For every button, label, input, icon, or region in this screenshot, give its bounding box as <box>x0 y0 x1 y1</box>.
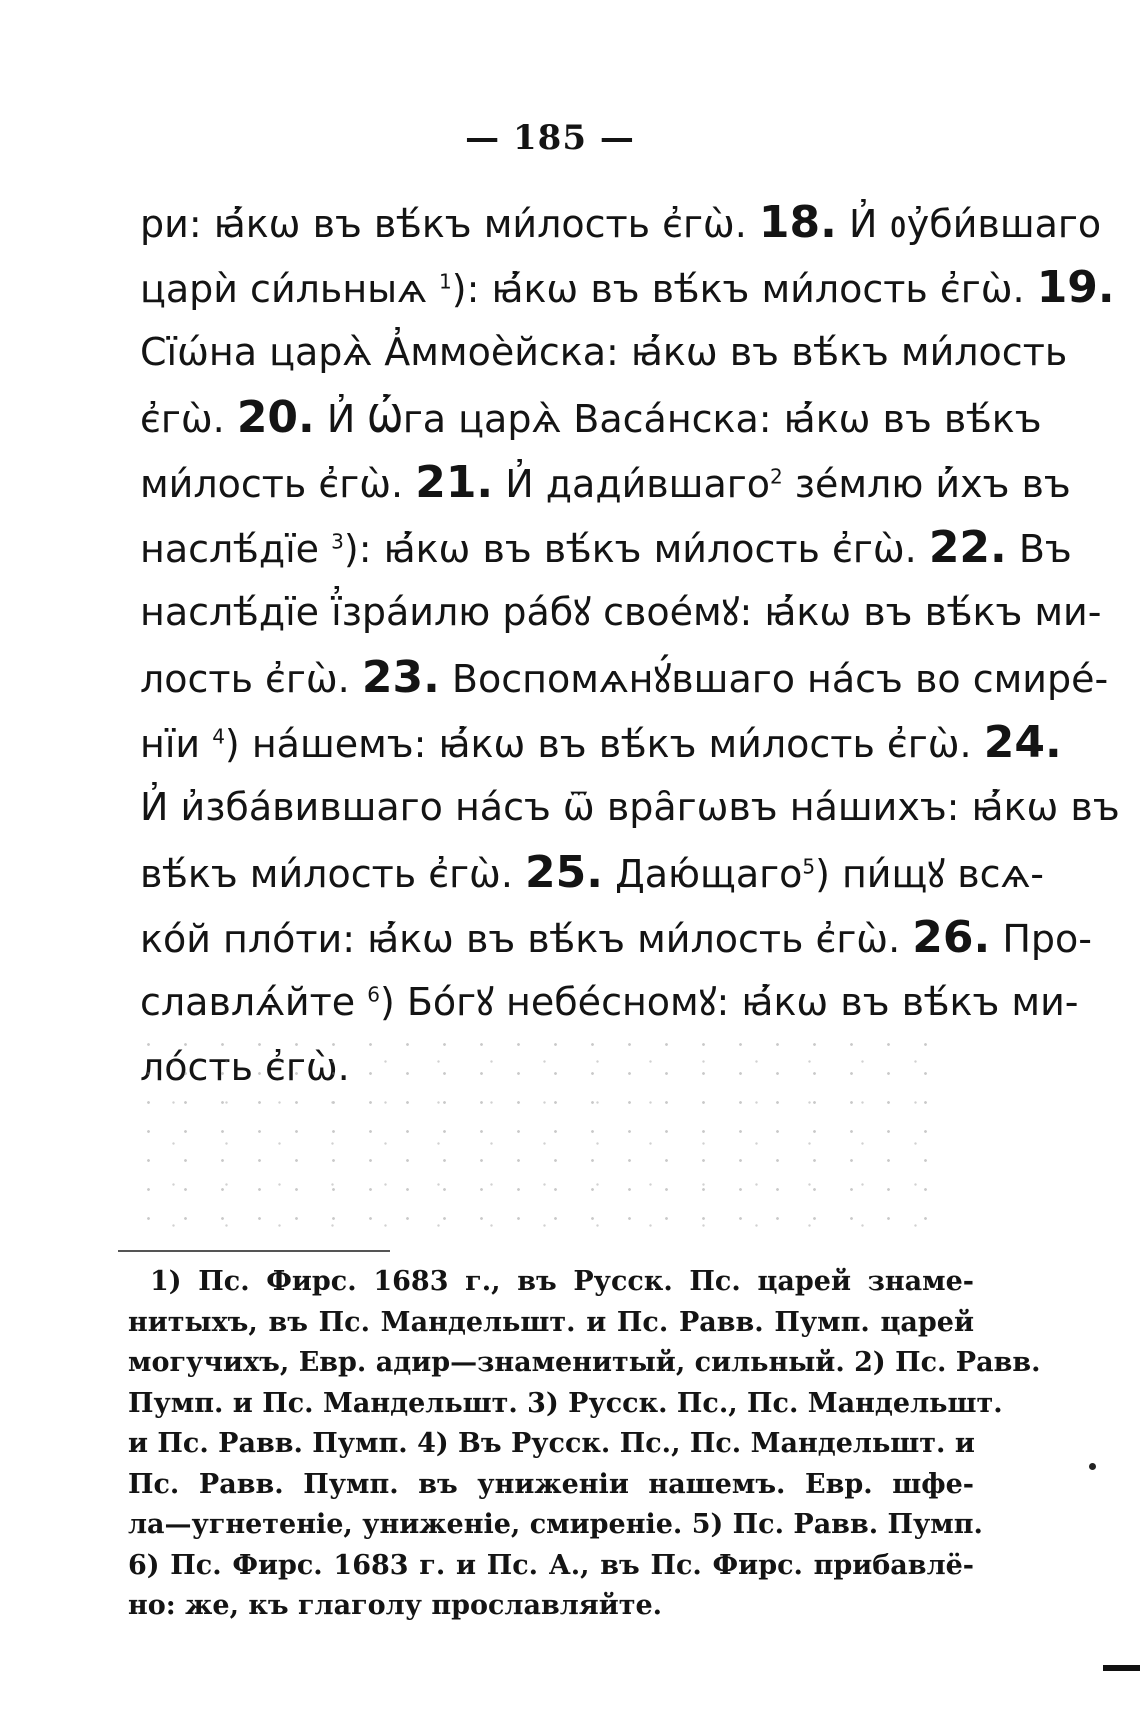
text-line-13 <box>140 970 1079 1035</box>
text-segment: вѣ́къ ми́лость є҆гѡ̀. <box>140 852 526 896</box>
footnote-line: нитыхъ, въ Пс. Мандельшт. и Пс. Равв. Пумп. царей <box>128 1306 974 1338</box>
verse-number-23: 23. <box>361 652 440 703</box>
text-segment: є҆гѡ̀. <box>140 397 237 441</box>
text-segment: наслѣ́дїе ї҆зра́илю ра́бꙋ свое́мꙋ: ꙗ҆́кѡ въ вѣ́къ ми- <box>140 590 1102 634</box>
text-segment: лость є҆гѡ̀. <box>140 657 362 701</box>
page-number: — 185 — <box>465 118 635 158</box>
text-segment: ) на́шемъ: ꙗ҆́кѡ въ вѣ́къ ми́лость є҆гѡ̀. <box>224 722 972 766</box>
text-segment: Даю́щаго <box>615 852 803 896</box>
verse-number-21: 21. <box>415 457 494 508</box>
text-segment: славлѧ́йте <box>140 980 368 1024</box>
footnote-divider <box>118 1250 390 1252</box>
text-segment: ): ꙗ҆́кѡ въ вѣ́къ ми́лость є҆гѡ̀. <box>343 527 917 571</box>
verse-number-20: 20. <box>236 392 315 443</box>
footnote-ref-6: 6 <box>367 982 380 1007</box>
footnote-line: но: же, къ глаголу прославляйте. <box>128 1590 663 1621</box>
text-line-11 <box>140 840 1044 905</box>
text-line-8 <box>140 645 1109 710</box>
footnote-line: Пумп. и Пс. Мандельшт. 3) Русск. Пс., Пс. Мандельшт. <box>128 1387 1003 1419</box>
text-segment: ми́лость є҆гѡ̀. <box>140 462 416 506</box>
footnote-line: Пс. Равв. Пумп. въ униженіи нашемъ. Евр. шфе- <box>128 1468 974 1500</box>
text-line-7 <box>140 580 1102 645</box>
text-line-3 <box>140 320 1068 385</box>
footnote-line: могучихъ, Евр. адир—знаменитый, сильный. 2) Пс. Равв. <box>128 1347 1041 1378</box>
verse-number-25: 25. <box>525 847 603 898</box>
footnote-ref-1: 1 <box>439 269 452 294</box>
text-line-12 <box>140 905 1092 970</box>
text-segment: Въ <box>1018 527 1072 571</box>
text-line-9 <box>140 710 1062 775</box>
verse-number-18: 18. <box>758 197 837 248</box>
text-segment: ко́й пло́ти: ꙗ҆́кѡ въ вѣ́къ ми́лость є҆гѡ̀. <box>140 917 913 961</box>
text-segment: И҆ и҆зба́вившаго на́съ ѿ вра̑гѡвъ на́шихъ: ꙗ҆́кѡ въ <box>140 785 1120 829</box>
text-line-4 <box>140 385 1042 450</box>
scan-edge-mark <box>1103 1665 1140 1671</box>
text-segment: зе́млю и҆́хъ въ <box>794 462 1071 506</box>
text-segment: царѝ си́льныѧ <box>140 267 440 311</box>
text-segment: И҆ дади́вшаго <box>505 462 770 506</box>
text-segment: ри: ꙗ҆́кѡ въ вѣ́къ ми́лость є҆гѡ̀. <box>140 202 759 246</box>
psalm-text <box>140 190 1120 1100</box>
text-segment: ) Бо́гꙋ небе́сномꙋ: ꙗ҆́кѡ въ вѣ́къ ми- <box>379 980 1079 1024</box>
text-segment: И҆ Ѡ҆́га царѧ̀ Васа́нска: ꙗ҆́кѡ въ вѣ́къ <box>326 397 1042 441</box>
text-line-1 <box>140 190 1102 255</box>
verse-number-26: 26. <box>912 912 991 963</box>
footnote-line: ла—угнетеніе, униженіе, смиреніе. 5) Пс. Равв. Пумп. <box>128 1509 983 1540</box>
bleed-through-noise <box>130 1030 960 1240</box>
text-line-6 <box>140 515 1072 580</box>
footnote-line: 6) Пс. Фирс. 1683 г. и Пс. А., въ Пс. Фирс. прибавлё- <box>128 1549 974 1581</box>
text-segment: наслѣ́дїе <box>140 527 332 571</box>
text-segment: нїи <box>140 722 213 766</box>
text-segment: ло́сть є҆гѡ̀. <box>140 1045 350 1089</box>
text-segment: Про- <box>1002 917 1092 961</box>
text-line-5 <box>140 450 1071 515</box>
footnote-ref-2: 2 <box>769 464 783 489</box>
text-line-10 <box>140 775 1120 840</box>
text-segment: Сїѡ́на царѧ̀ А҆ммоѐйска: ꙗ҆́кѡ въ вѣ́къ ми́лость <box>140 330 1068 374</box>
text-segment: ): ꙗ҆́кѡ въ вѣ́къ ми́лость є҆гѡ̀. <box>451 267 1025 311</box>
text-segment: Воспомѧнꙋ́вшаго на́съ во смире́- <box>451 657 1109 701</box>
scan-speck <box>1089 1463 1096 1470</box>
footnote-ref-3: 3 <box>331 529 344 554</box>
verse-number-24: 24. <box>983 717 1062 768</box>
verse-number-19: 19. <box>1036 262 1115 313</box>
footnote-ref-4: 4 <box>212 724 225 749</box>
text-line-2 <box>140 255 1115 320</box>
footnote-line: и Пс. Равв. Пумп. 4) Въ Русск. Пс., Пс. Мандельшт. и <box>128 1428 975 1459</box>
text-segment: ) пи́щꙋ всѧ- <box>815 852 1044 896</box>
footnote-line: 1) Пс. Фирс. 1683 г., въ Русск. Пс. царей знаме- <box>150 1266 974 1297</box>
footnote-ref-5: 5 <box>802 854 816 879</box>
verse-number-22: 22. <box>928 522 1007 573</box>
footnotes <box>128 1262 1041 1627</box>
text-segment: И҆ ᲂу҆би́вшаго <box>848 202 1102 246</box>
